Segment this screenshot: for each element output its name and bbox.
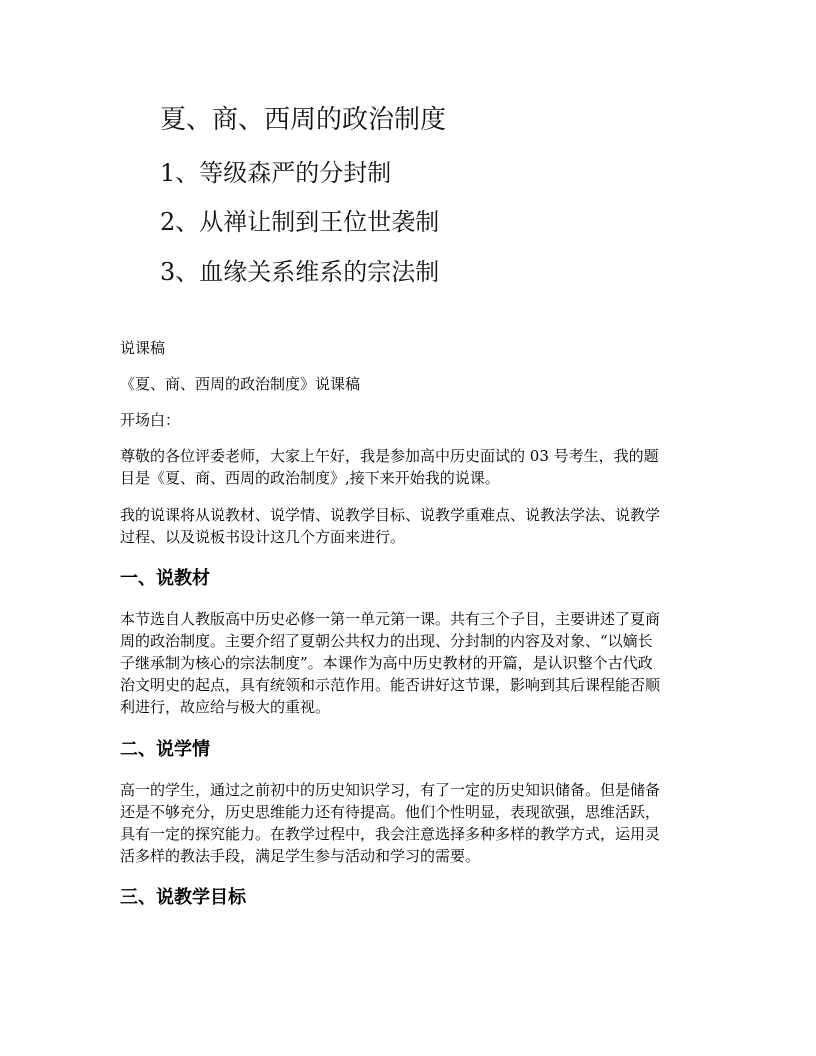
section-heading: 一、说教材	[120, 568, 210, 589]
paragraph-line: 我的说课将从说教材、说学情、说教学目标、说教学重难点、说教法学法、说教学	[120, 506, 661, 524]
section-paragraph	[120, 608, 700, 718]
paragraph-line: 周的政治制度。主要介绍了夏朝公共权力的出现、分封制的内容及对象、“以嫡长	[120, 632, 653, 650]
paragraph-line: 具有一定的探究能力。在教学过程中，我会注意选择多种多样的教学方式，运用灵	[120, 825, 661, 843]
section-paragraph	[120, 779, 700, 867]
opening-label: 开场白：	[120, 411, 181, 429]
banner-item-2: 2、从禅让制到王位世袭制	[160, 208, 440, 236]
paragraph-line: 活多样的教法手段，满足学生参与活动和学习的需要。	[120, 847, 481, 865]
paragraph-line: 还是不够充分，历史思维能力还有待提高。他们个性明显，表现欲强，思维活跃，	[120, 803, 661, 821]
opening-paragraph	[120, 445, 700, 489]
paragraph-line: 高一的学生，通过之前初中的历史知识学习，有了一定的历史知识储备。但是储备	[120, 781, 661, 799]
title-banner-image	[160, 100, 720, 286]
paragraph-line: 利进行，故应给与极大的重视。	[120, 698, 331, 716]
banner-title: 夏、商、西周的政治制度	[160, 105, 447, 135]
paragraph-line: 过程、以及说板书设计这几个方面来进行。	[120, 528, 406, 546]
doc-label: 说课稿	[120, 339, 166, 357]
doc-subtitle: 《夏、商、西周的政治制度》说课稿	[120, 375, 361, 393]
banner-item-1: 1、等级森严的分封制	[160, 159, 392, 187]
paragraph-line: 尊敬的各位评委老师，大家上午好，我是参加高中历史面试的 03 号考生，我的题	[120, 447, 659, 465]
overview-paragraph	[120, 504, 700, 548]
banner-item-3: 3、血缘关系维系的宗法制	[160, 258, 440, 286]
paragraph-line: 治文明史的起点，具有统领和示范作用。能否讲好这节课，影响到其后课程能否顺	[120, 676, 661, 694]
paragraph-line: 目是《夏、商、西周的政治制度》,接下来开始我的说课。	[120, 469, 500, 487]
document-body	[120, 337, 700, 911]
section-heading: 三、说教学目标	[120, 887, 246, 908]
paragraph-line: 子继承制为核心的宗法制度”。本课作为高中历史教材的开篇，是认识整个古代政	[120, 654, 653, 672]
paragraph-line: 本节选自人教版高中历史必修一第一单元第一课。共有三个子目，主要讲述了夏商	[120, 610, 661, 628]
section-heading: 二、说学情	[120, 739, 210, 760]
